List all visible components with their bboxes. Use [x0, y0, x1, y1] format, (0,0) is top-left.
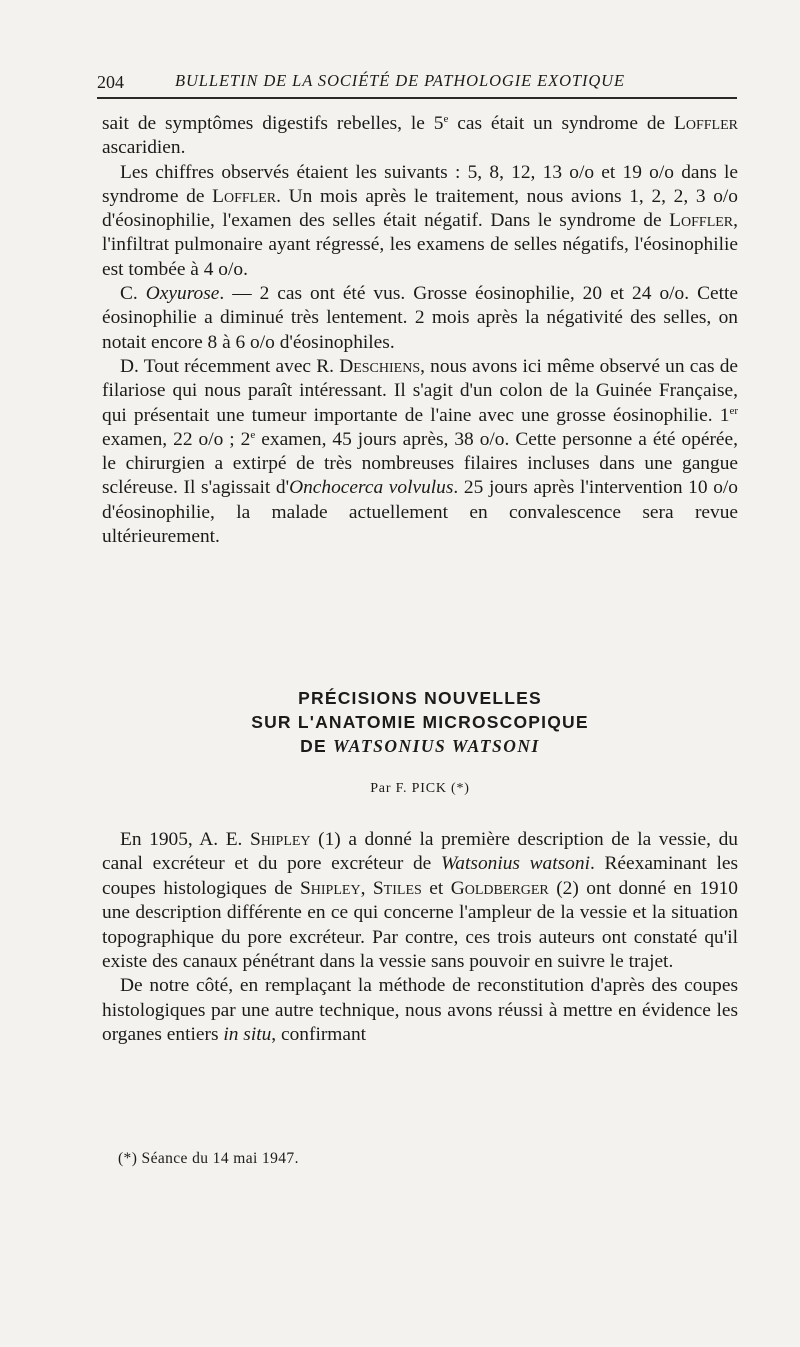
heading-line: SUR L'ANATOMIE MICROSCOPIQUE	[251, 712, 589, 732]
paragraph: sait de symptômes digestifs rebelles, le 5e cas était un syndrome de Loffler ascaridien.	[102, 113, 738, 159]
heading-line: PRÉCISIONS NOUVELLES	[298, 688, 542, 708]
running-title: BULLETIN DE LA SOCIÉTÉ DE PATHOLOGIE EXOTIQUE	[175, 71, 625, 90]
paragraph: En 1905, A. E. Shipley (1) a donné la première description de la vessie, du canal excréteur et du pore excréteur de Watsonius watsoni. Réexaminant les coupes histologiques de Shipley, Stiles et Goldberger (2) ont donné en 1910 une description différente en ce qui concerne l'ampleur de la vessie et la situation topographique du pore excréteur. Par contre, ces trois auteurs ont constaté qu'il existe des canaux pénétrant dans la vessie sans pouvoir en suivre le trajet.	[102, 829, 738, 973]
section-heading	[102, 686, 738, 758]
paragraph: De notre côté, en remplaçant la méthode de reconstitution d'après des coupes histologiques par une autre technique, nous avons réussi à mettre en évidence les organes entiers in situ, confirmant	[102, 975, 738, 1046]
article-body	[102, 828, 738, 1048]
paragraph: D. Tout récemment avec R. Deschiens, nous avons ici même observé un cas de filariose qui nous paraît intéressant. Il s'agit d'un colon de la Guinée Française, qui présentait une tumeur importante de l'aine avec une grosse éosinophilie. 1er examen, 22 o/o ; 2e examen, 45 jours après, 38 o/o. Cette personne a été opérée, le chirurgien a extirpé de très nombreuses filaires incluses dans une gangue scléreuse. Il s'agissait d'Onchocerca volvulus. 25 jours après l'intervention 10 o/o d'éosinophilie, la malade actuellement en convalescence sera revue ultérieurement.	[102, 355, 739, 548]
heading-line: DE WATSONIUS WATSONI	[300, 736, 540, 756]
page-header	[97, 70, 737, 96]
page-number: 204	[97, 72, 124, 92]
author-line: Par F. PICK (*)	[370, 781, 470, 796]
paragraph: C. Oxyurose. — 2 cas ont été vus. Grosse éosinophilie, 20 et 24 o/o. Cette éosinophilie a diminué très lentement. 2 mois après la négativité des selles, on notait encore 8 à 6 o/o d'éosinophiles.	[102, 283, 738, 353]
article-continuation	[102, 112, 738, 549]
header-rule	[97, 97, 737, 99]
paragraph: Les chiffres observés étaient les suivants : 5, 8, 12, 13 o/o et 19 o/o dans le syndrome de Loffler. Un mois après le traitement, nous avions 1, 2, 2, 3 o/o d'éosinophilie, l'examen des selles était négatif. Dans le syndrome de Loffler, l'infiltrat pulmonaire ayant régressé, les examens de selles négatifs, l'éosinophilie est tombée à 4 o/o.	[102, 161, 738, 280]
footnote: (*) Séance du 14 mai 1947.	[118, 1150, 299, 1167]
